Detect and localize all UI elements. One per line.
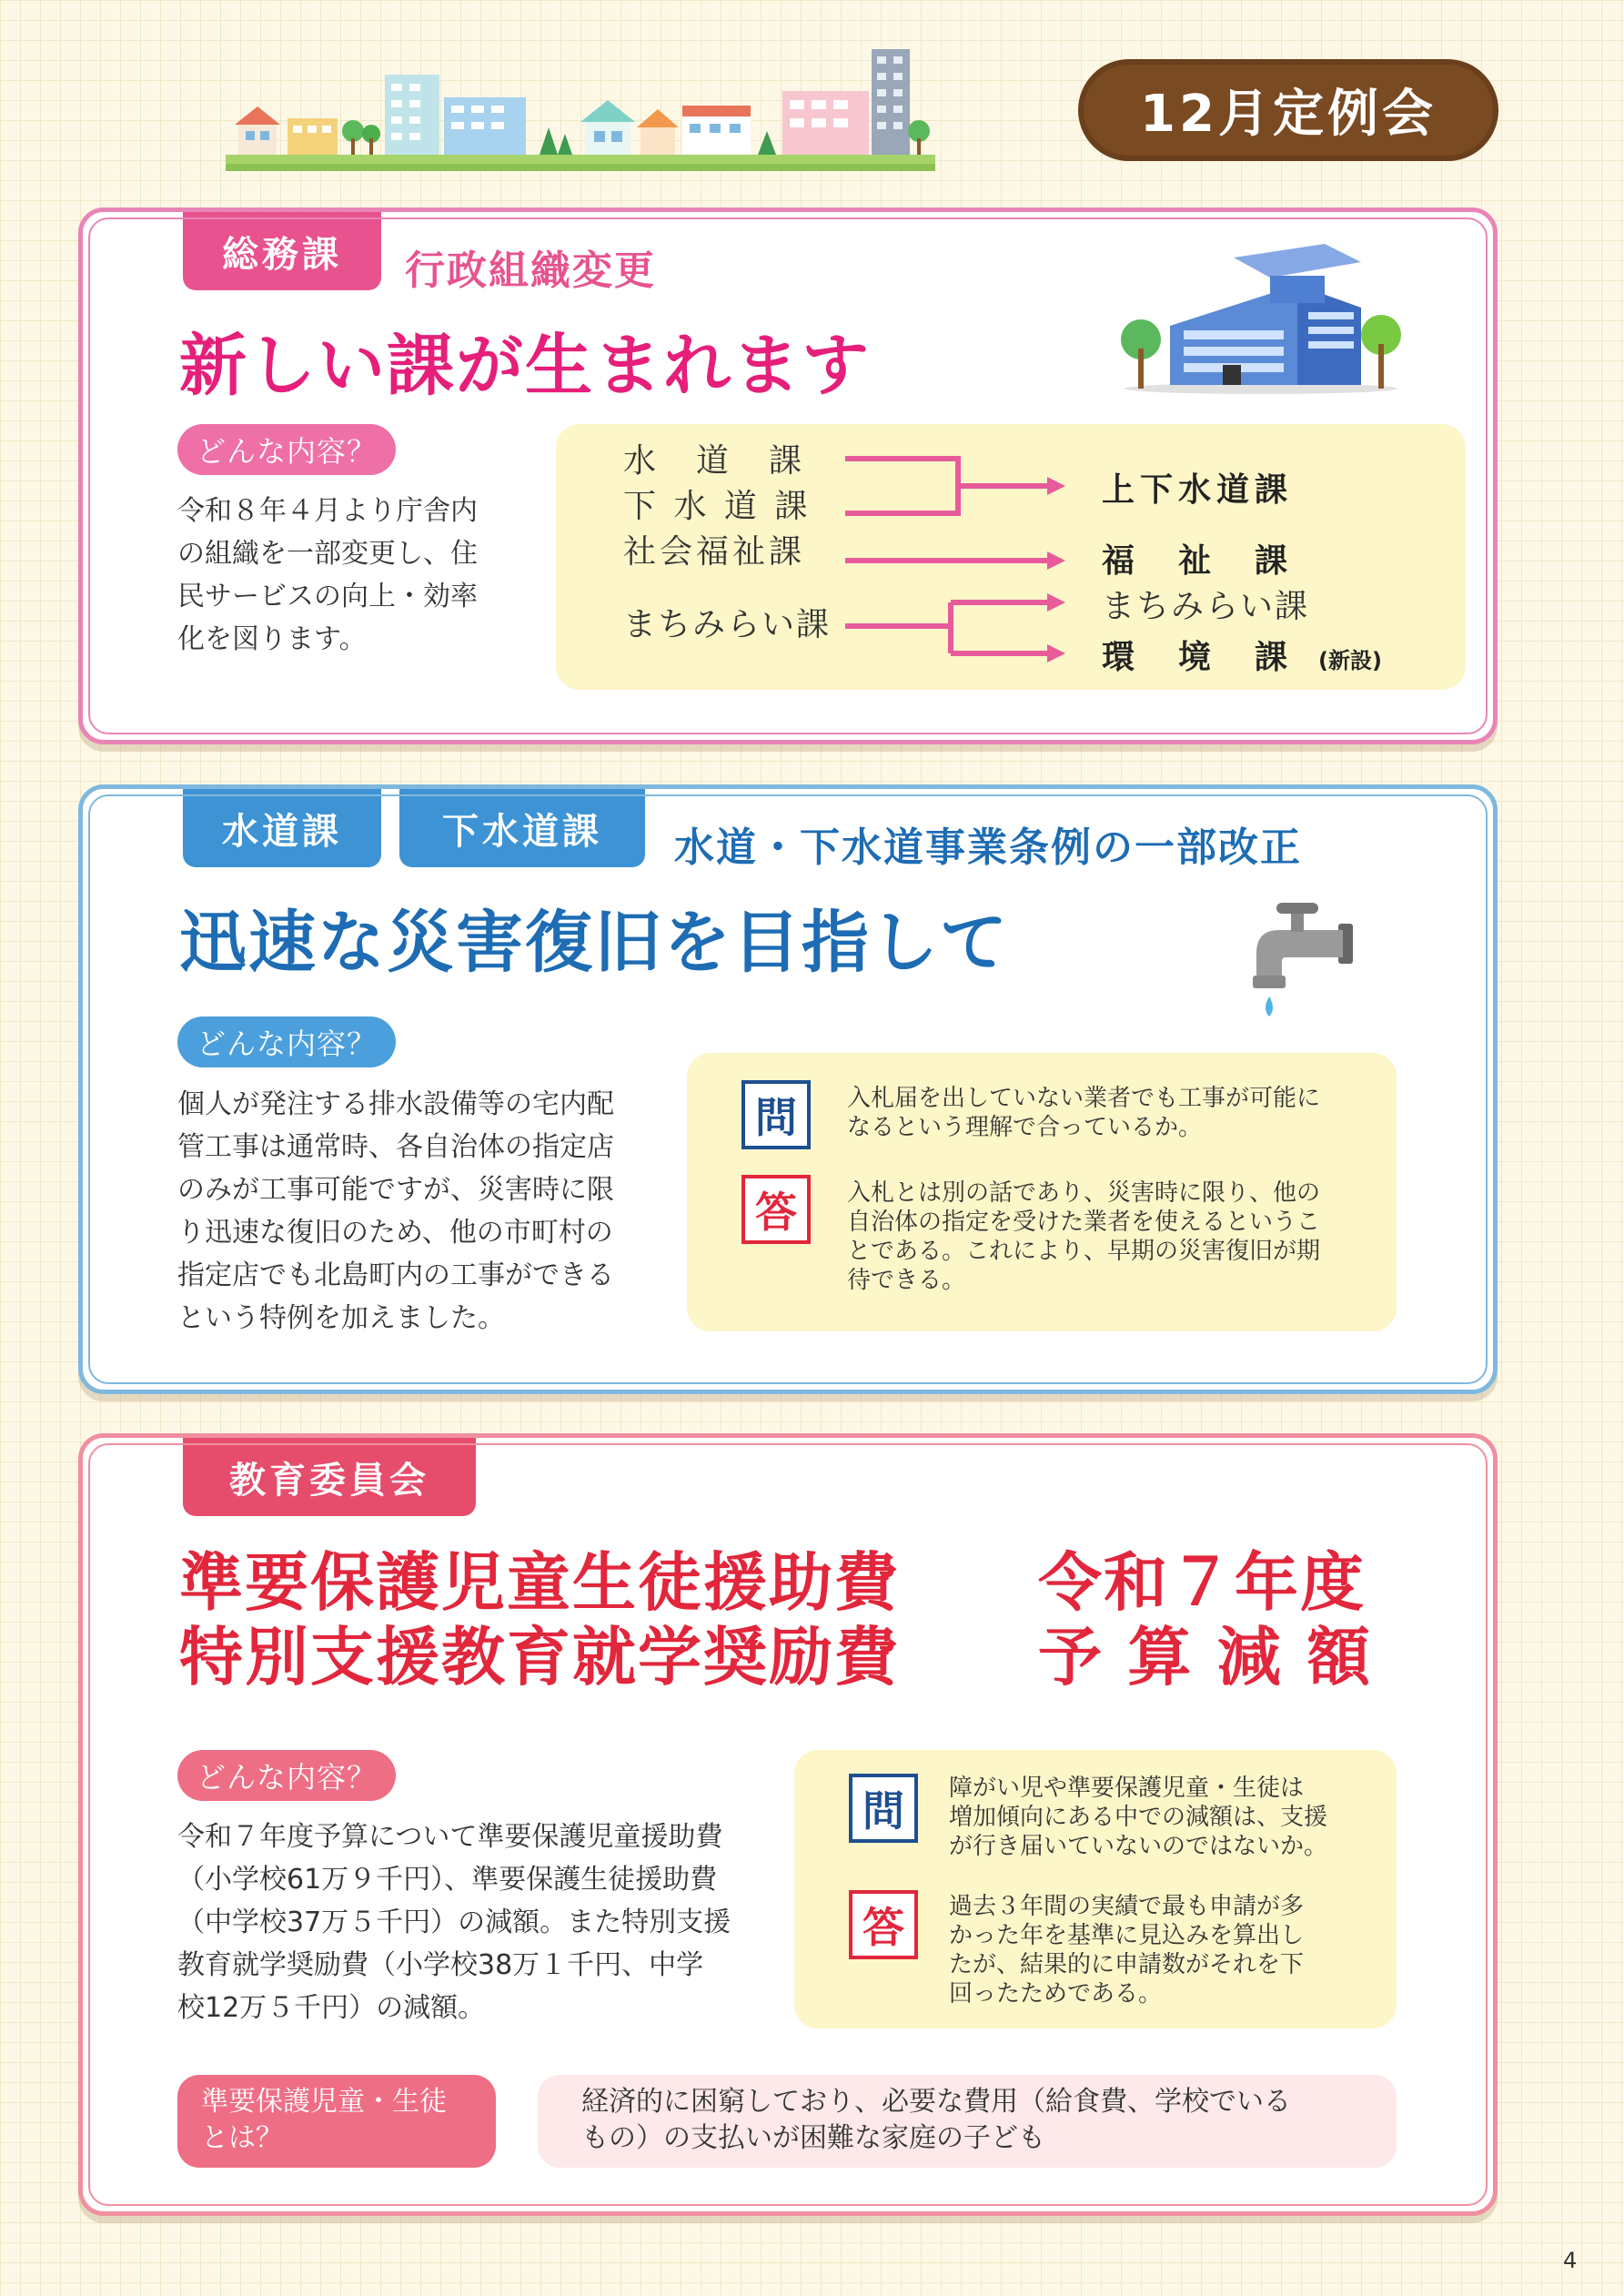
qa-box — [794, 1750, 1397, 2028]
org-change-diagram — [556, 424, 1466, 690]
definition-text: 経済的に困窮しており、必要な費用（給食費、学校でいる もの）の支払いが困難な家庭の子ども — [538, 2075, 1397, 2168]
org-arrows — [838, 424, 1074, 690]
answer-text: 入札とは別の話であり、災害時に限り、他の 自治体の指定を受けた業者を使えるというこ とである。これにより、早期の災害復旧が期 待できる。 — [847, 1179, 1321, 1294]
new-department-note: (新設) — [1318, 648, 1382, 673]
definition-label: 準要保護児童・生徒 とは？ — [177, 2075, 496, 2168]
org-before-welfare: 社会福祉課 — [623, 533, 806, 571]
department-tag-education-board: 教育委員会 — [183, 1438, 476, 1516]
city-hall-illustration — [1115, 239, 1407, 394]
section-organization-change — [78, 207, 1498, 744]
org-before-machimirai: まちみらい課 — [623, 606, 832, 643]
section-body: 個人が発注する排水設備等の宅内配 管工事は通常時、各自治体の指定店 のみが工事可能ですが、災害時に限 り迅速な復旧のため、他の市町村の 指定店でも北島町内の工事ができる という特例を加えました。 — [177, 1088, 614, 1334]
section-headline: 新しい課が生まれます — [179, 327, 871, 405]
question-icon: 問 — [849, 1774, 918, 1843]
qa-box — [687, 1053, 1397, 1331]
org-after-water-sewer: 上下水道課 — [1102, 471, 1294, 509]
answer-icon: 答 — [741, 1175, 811, 1244]
section-water-ordinance — [78, 784, 1498, 1394]
section-body: 令和７年度予算について準要保護児童援助費 （小学校61万９千円）、準要保護生徒援助費 （中学校37万５千円）の減額。また特別支援 教育就学奨励費（小学校38万１千円、中学 校12万５千円）の減額。 — [177, 1821, 731, 2024]
answer-icon: 答 — [849, 1890, 918, 1959]
answer-text: 過去３年間の実績で最も申請が多 かった年を基準に見込みを算出し たが、結果的に申請数がそれを下 回ったためである。 — [949, 1893, 1305, 2008]
department-tag-general-affairs: 総務課 — [183, 212, 381, 290]
org-after-machimirai: まちみらい課 — [1102, 588, 1310, 625]
section-headline-right: 令和７年度 予 算 減 額 — [1038, 1545, 1373, 1694]
content-pill: どんな内容？ — [177, 1017, 396, 1067]
meeting-title-badge: 12月定例会 — [1078, 59, 1498, 161]
section-subtitle: 水道・下水道事業条例の一部改正 — [674, 824, 1302, 871]
section-headline: 迅速な災害復旧を目指して — [179, 904, 1009, 982]
section-subtitle: 行政組織変更 — [405, 248, 656, 294]
town-illustration — [226, 47, 935, 171]
department-tag-sewer: 下水道課 — [399, 789, 645, 867]
question-icon: 問 — [741, 1080, 811, 1149]
org-before-water: 水 道 課 — [623, 442, 806, 480]
section-education-budget — [78, 1433, 1498, 2216]
faucet-icon — [1229, 889, 1384, 1026]
org-after-welfare: 福 祉 課 — [1102, 542, 1294, 580]
page-number: 4 — [1563, 2248, 1578, 2273]
section-body: 令和８年４月より庁舎内 の組織を一部変更し、住 民サービスの向上・効率 化を図ります。 — [177, 495, 478, 655]
department-tag-water: 水道課 — [183, 789, 381, 867]
content-pill: どんな内容？ — [177, 424, 396, 475]
question-text: 障がい児や準要保護児童・生徒は 増加傾向にある中での減額は、支援 が行き届いていないのではないか。 — [949, 1775, 1328, 1860]
question-text: 入札届を出していない業者でも工事が可能に なるという理解で合っているか。 — [847, 1085, 1321, 1141]
section-headline-left: 準要保護児童生徒援助費 特別支援教育就学奨励費 — [179, 1545, 900, 1694]
content-pill: どんな内容？ — [177, 1750, 396, 1801]
org-before-sewer: 下 水 道 課 — [623, 488, 812, 525]
org-after-environment: 環 境 課 — [1102, 639, 1294, 676]
